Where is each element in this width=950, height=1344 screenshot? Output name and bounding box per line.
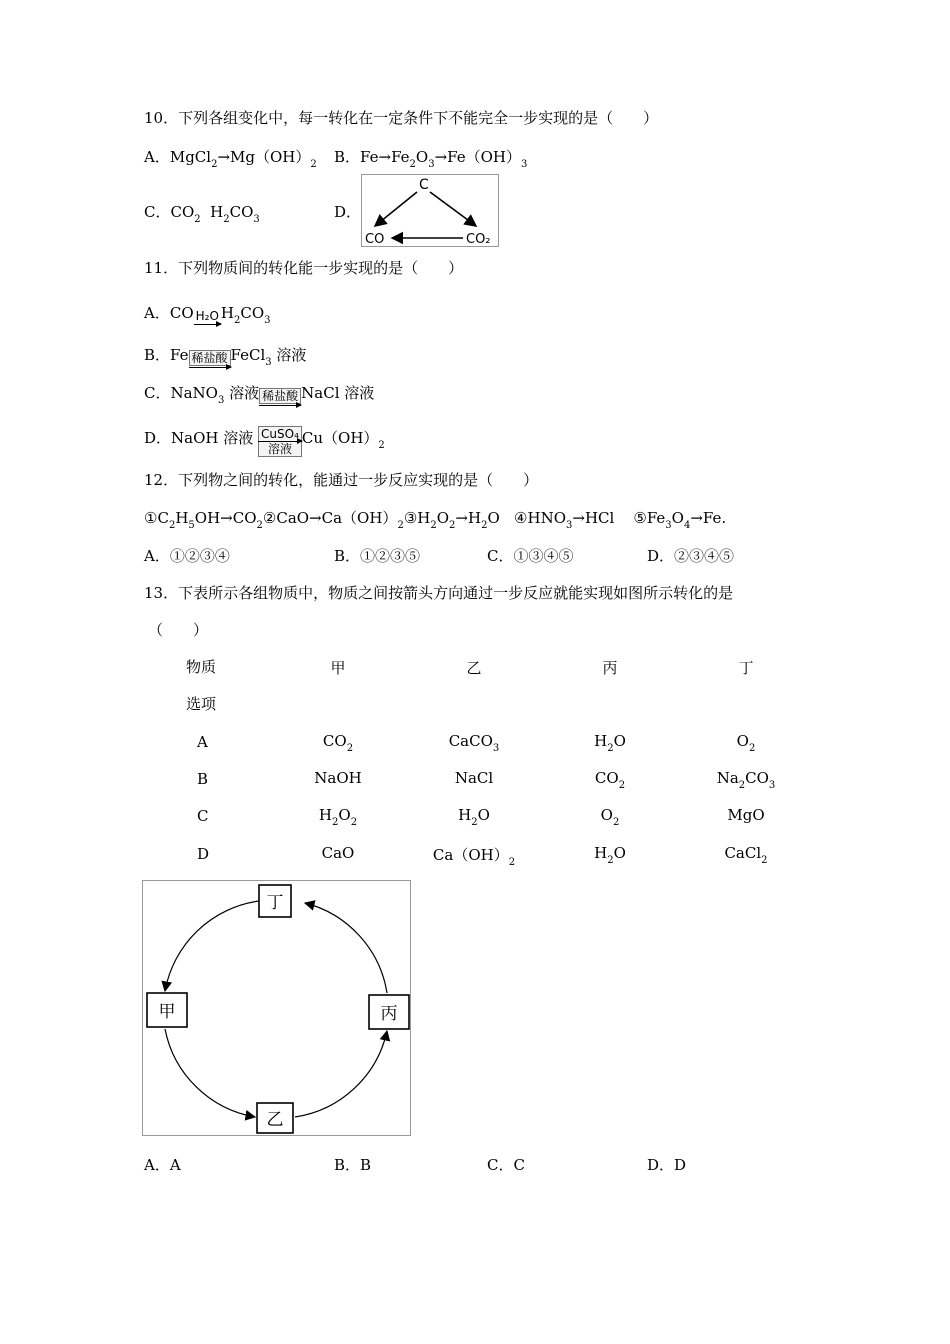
q13-paren: （ ） <box>148 621 209 639</box>
q11-option-b: B．Fe 稀盐酸 FeCl$_3$ 溶液 <box>144 346 307 368</box>
q10-d-triangle-svg <box>362 175 498 246</box>
q11-option-a: A．CO H₂O $H_2CO_3$ <box>144 304 271 326</box>
q13-arc-yi-bing <box>295 1031 387 1117</box>
q13-row-d-jia: CaO <box>321 844 355 862</box>
q13-row-c-ding: MgO <box>727 806 765 824</box>
q13-row-b-label: B <box>197 770 209 788</box>
q13-node-yi: 乙 <box>266 1110 284 1130</box>
q11-c-label: C． <box>144 384 171 402</box>
q10-option-a: A．$MgCl_2\to Mg(OH)_2$ <box>144 148 317 170</box>
q13-row-a-yi: CaCO$_3$ <box>448 732 500 754</box>
q10-stem: 10．下列各组变化中，每一转化在一定条件下不能完全一步实现的是（ ） <box>144 109 659 127</box>
q10-node-top: C <box>419 177 429 193</box>
q13-header-jia: 甲 <box>330 659 346 677</box>
q13-row-a-jia: $CO_2$ <box>322 732 354 754</box>
q13-row-b-ding: $Na_2CO_3$ <box>716 769 776 791</box>
q13-node-jia: 甲 <box>158 1002 176 1022</box>
q10-a-label: A． <box>144 148 170 166</box>
q13-row-d-yi: $Ca(OH)_2$ <box>432 846 516 868</box>
q10-d-label: D． <box>334 203 362 221</box>
q12-option-b: B．①②③⑤ <box>334 547 421 565</box>
q11-d-reagent-bottom: 溶液 <box>258 442 302 457</box>
q13-row-a-label: A <box>197 733 208 751</box>
q11-b-suffix: 溶液 <box>276 346 307 364</box>
q11-a-reagent: H₂O <box>195 309 219 323</box>
q13-row-c-jia: $H_2O_2$ <box>318 806 358 828</box>
q13-header-ding: 丁 <box>738 659 754 677</box>
q13-row-b-bing: $CO_2$ <box>594 769 626 791</box>
q10-option-b: B．$Fe\to Fe_2O_3\to Fe(OH)_3$ <box>334 148 528 170</box>
q13-stem: 13．下表所示各组物质中，物质之间按箭头方向通过一步反应就能实现如图所示转化的是 <box>144 584 734 602</box>
q13-row-c-bing: $O_2$ <box>600 806 620 828</box>
q11-a-arrow <box>194 309 221 325</box>
q11-b-arrow <box>189 350 231 368</box>
q12-reactions: $①C_2H_5OH\to CO_2②CaO\to Ca(OH)_2③H_2O_2\to H_2O$ $④HNO_3\to HCl$ $⑤Fe_3O_4\to Fe$. <box>144 509 727 531</box>
q13-row-d-ding: CaCl$_2$ <box>724 844 768 866</box>
q11-c-arrow <box>259 388 301 406</box>
q13-arc-jia-yi <box>165 1029 255 1117</box>
q13-row-b-yi: NaCl <box>454 769 494 787</box>
q11-d-arrow <box>258 426 302 457</box>
q10-node-right: CO₂ <box>466 232 491 246</box>
q12-option-d: D．②③④⑤ <box>647 547 735 565</box>
q11-option-d: D．NaOH 溶液 CuSO₄ 溶液 $Cu(OH)_2$ <box>144 427 385 456</box>
q12-option-c: C．①③④⑤ <box>487 547 574 565</box>
q11-c-mid: 溶液 <box>229 384 260 402</box>
q11-c-reagent: 稀盐酸 <box>259 388 301 404</box>
q11-d-reagent-top: CuSO₄ <box>258 426 302 441</box>
q13-arc-ding-jia <box>165 901 259 991</box>
q13-header-substance: 物质 <box>186 658 217 676</box>
q10-d-diagram <box>361 174 499 247</box>
q12-stem: 12．下列物之间的转化，能通过一步反应实现的是（ ） <box>144 471 539 489</box>
q10-b-label: B． <box>334 148 361 166</box>
q11-d-prefix: NaOH 溶液 <box>171 429 254 447</box>
q11-option-c: C．NaNO$_3$ 溶液 稀盐酸 NaCl 溶液 <box>144 384 375 406</box>
q13-row-d-bing: $H_2O$ <box>594 844 626 866</box>
q13-row-b-jia: NaOH <box>314 769 362 787</box>
q13-header-option: 选项 <box>186 695 217 713</box>
q13-header-yi: 乙 <box>466 659 482 677</box>
q13-node-ding: 丁 <box>266 893 284 913</box>
q12-option-a: A．①②③④ <box>144 547 230 565</box>
q13-option-a: A．A <box>144 1156 181 1174</box>
q13-node-bing: 丙 <box>380 1004 398 1024</box>
q13-option-b: B．B <box>334 1156 372 1174</box>
q11-b-reagent: 稀盐酸 <box>189 350 231 366</box>
q13-row-c-yi: $H_2O$ <box>458 806 490 828</box>
q11-b-label: B． <box>144 346 171 364</box>
q10-option-c: C．$CO_2$ $H_2CO_3$ <box>144 203 260 225</box>
q10-arrow-c-co <box>375 192 417 226</box>
q13-cycle-svg <box>143 881 410 1135</box>
q13-row-a-bing: $H_2O$ <box>594 732 626 754</box>
q10-node-left: CO <box>365 232 385 246</box>
q13-cycle-diagram <box>142 880 411 1136</box>
q11-a-label: A． <box>144 304 170 322</box>
q13-arc-bing-ding <box>305 903 387 993</box>
q11-d-label: D． <box>144 429 172 447</box>
q13-row-d-label: D <box>197 845 210 863</box>
q13-option-d: D．D <box>647 1156 687 1174</box>
q11-stem: 11．下列物质间的转化能一步实现的是（ ） <box>144 259 464 277</box>
q10-arrow-c-co2 <box>430 192 476 226</box>
q10-c-label: C． <box>144 203 171 221</box>
q13-row-c-label: C <box>197 807 209 825</box>
q13-row-a-ding: $O_2$ <box>736 732 756 754</box>
q13-option-c: C．C <box>487 1156 525 1174</box>
q13-header-bing: 丙 <box>602 659 618 677</box>
q11-c-suffix: NaCl 溶液 <box>301 384 375 402</box>
